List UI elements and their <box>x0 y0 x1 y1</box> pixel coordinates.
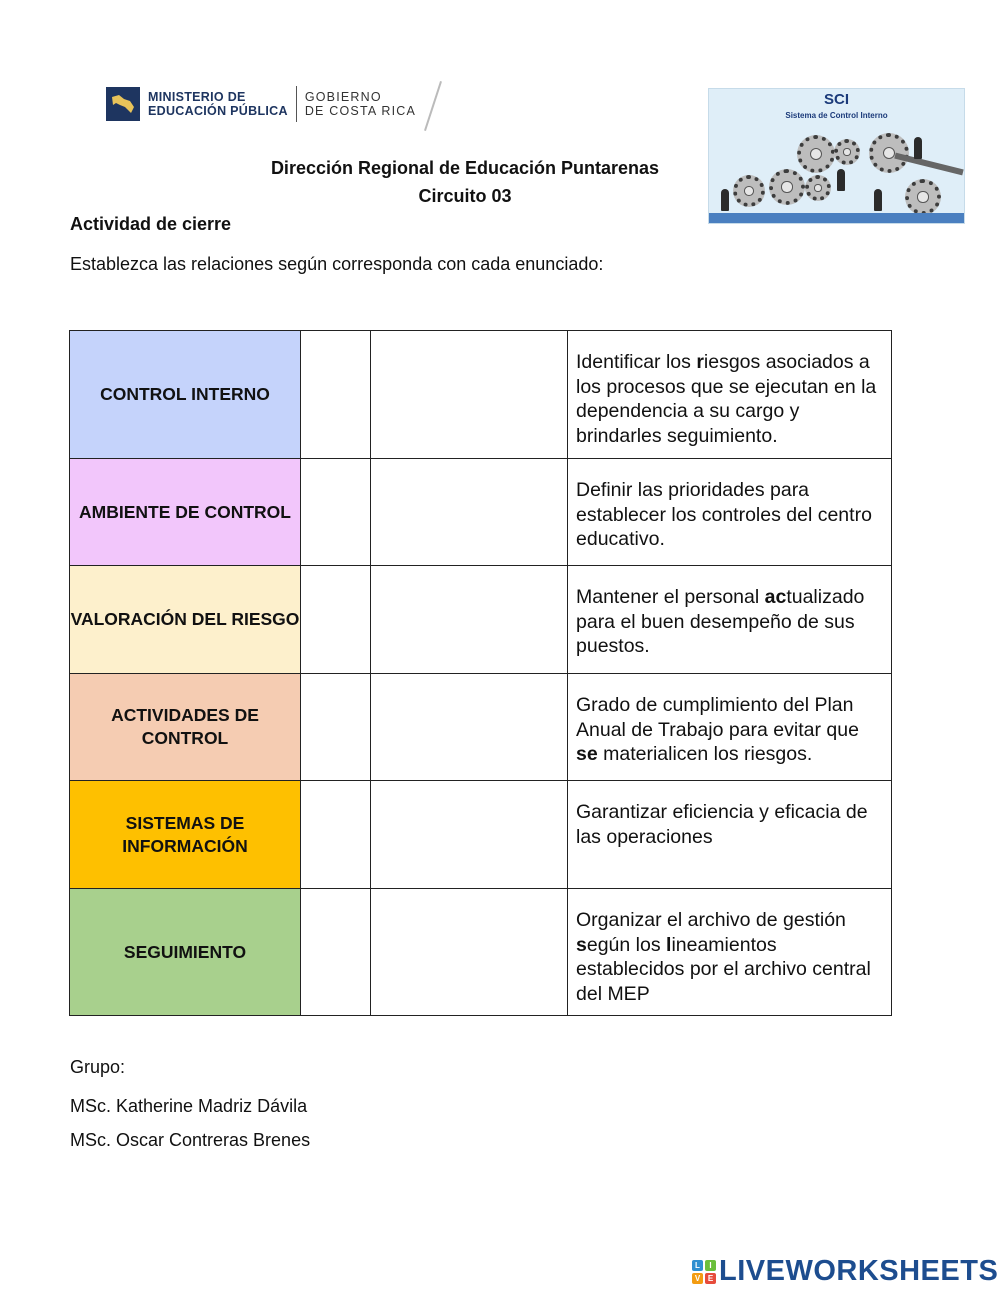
concept-label: CONTROL INTERNO <box>100 384 270 404</box>
document-subtitle: Circuito 03 <box>418 186 512 206</box>
statement-cell <box>568 781 892 889</box>
answer-slot[interactable] <box>301 331 371 459</box>
table-row <box>70 889 892 1016</box>
instructions: Establezca las relaciones según corresponda con cada enunciado: <box>70 254 604 274</box>
sci-title: SCI <box>823 91 849 108</box>
match-slot[interactable] <box>371 889 568 1016</box>
section-label: Actividad de cierre <box>70 214 232 234</box>
table-row <box>70 459 892 566</box>
concept-cell <box>70 459 301 566</box>
liveworksheets-grid-icon <box>692 1260 716 1284</box>
gobierno-name <box>305 90 416 118</box>
group-member: MSc. Oscar Contreras Brenes <box>70 1130 311 1150</box>
mep-line2: EDUCACIÓN PÚBLICA <box>148 104 288 118</box>
statement-text: Mantener el personal <box>576 586 765 608</box>
relations-table <box>69 330 892 1016</box>
statement-cell <box>568 459 892 566</box>
concept-cell <box>70 889 301 1016</box>
statement-cell <box>568 331 892 459</box>
statement-text: iesgos asociados a los procesos que se ejecutan en la dependencia a su cargo y brindarles seguimiento. <box>576 351 877 447</box>
mep-name <box>148 90 288 118</box>
concept-cell <box>70 674 301 781</box>
table-row <box>70 781 892 889</box>
mep-logo <box>106 84 416 124</box>
document-title: Dirección Regional de Educación Puntarenas <box>270 158 660 178</box>
statement-text: s <box>576 933 587 956</box>
brand-letter-tile: V <box>692 1273 703 1284</box>
concept-cell <box>70 331 301 459</box>
statement-text: Grado de cumplimiento del Plan Anual de Trabajo para evitar que <box>576 694 859 741</box>
statement-text: Garantizar eficiencia y eficacia de las operaciones <box>576 801 868 848</box>
answer-slot[interactable] <box>301 674 371 781</box>
statement-text: l <box>666 933 672 956</box>
logo-slash-decoration <box>424 81 442 131</box>
match-slot[interactable] <box>371 459 568 566</box>
statement-cell <box>568 566 892 674</box>
statement-cell <box>568 674 892 781</box>
table-row <box>70 674 892 781</box>
statement-text: egún los <box>586 933 667 956</box>
statement-cell <box>568 889 892 1016</box>
concept-label: SISTEMAS DE INFORMACIÓN <box>122 812 248 856</box>
brand-letter-tile: L <box>692 1260 703 1271</box>
answer-slot[interactable] <box>301 889 371 1016</box>
table-row <box>70 331 892 459</box>
statement-text: ac <box>764 586 787 608</box>
answer-slot[interactable] <box>301 566 371 674</box>
table-row <box>70 566 892 674</box>
mep-line1: MINISTERIO DE <box>148 90 246 104</box>
match-slot[interactable] <box>371 566 568 674</box>
answer-slot[interactable] <box>301 459 371 566</box>
sci-bottom-bar <box>709 213 964 223</box>
statement-text: se <box>576 743 598 765</box>
statement-text: r <box>696 351 704 373</box>
liveworksheets-wordmark: LIVEWORKSHEETS <box>719 1255 999 1287</box>
answer-slot[interactable] <box>301 781 371 889</box>
match-slot[interactable] <box>371 674 568 781</box>
person-figure <box>914 137 922 159</box>
concept-label: AMBIENTE DE CONTROL <box>79 501 291 522</box>
statement-text: Identificar los <box>576 351 697 373</box>
gob-line1: GOBIERNO <box>304 90 382 104</box>
match-slot[interactable] <box>371 331 568 459</box>
concept-cell <box>70 781 301 889</box>
statement-text: ineamientos establecidos por el archivo central del MEP <box>576 933 871 1005</box>
gob-line2: DE COSTA RICA <box>304 104 417 118</box>
concept-cell <box>70 566 301 674</box>
group-label: Grupo: <box>70 1057 126 1077</box>
logo-divider <box>296 86 297 122</box>
statement-text: materialicen los riesgos. <box>597 743 813 765</box>
sci-subtitle: Sistema de Control Interno <box>785 111 888 120</box>
statement-text: Organizar el archivo de gestión <box>576 909 846 931</box>
concept-label: SEGUIMIENTO <box>123 941 247 962</box>
concept-label: VALORACIÓN DEL RIESGO <box>70 609 300 629</box>
costa-rica-map-icon <box>106 87 140 121</box>
match-slot[interactable] <box>371 781 568 889</box>
group-member: MSc. Katherine Madriz Dávila <box>70 1096 308 1116</box>
statement-text: Definir las prioridades para establecer los controles del centro educativo. <box>576 479 872 550</box>
concept-label: ACTIVIDADES DE CONTROL <box>111 705 259 748</box>
liveworksheets-logo <box>692 1255 998 1288</box>
brand-letter-tile: I <box>705 1260 716 1271</box>
statement-text: tualizado para el buen desempeño de sus puestos. <box>576 586 865 657</box>
brand-letter-tile: E <box>705 1273 716 1284</box>
